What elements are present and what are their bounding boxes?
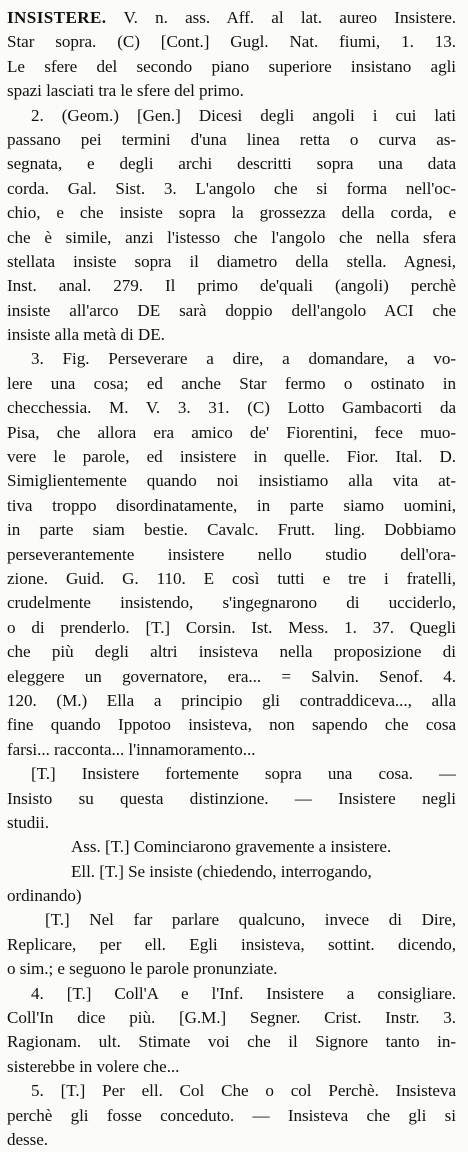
entry-line: Coll'In dice più. [G.M.] Segner. Crist. Instr. 3. — [7, 1008, 456, 1028]
entry-line: farsi... racconta... l'innamoramento... — [7, 739, 256, 759]
entry-line: che più degli altri insisteva nella proposizione di — [7, 642, 456, 662]
entry-line: passano pei termini d'una linea retta o curva as- — [7, 129, 456, 149]
entry-line: segnata, e degli archi descritti sopra una data — [7, 154, 456, 174]
entry-line: Ragionam. ult. Stimate voi che il Signore tanto in- — [7, 1032, 456, 1052]
entry-line: in parte siam bestie. Cavalc. Frutt. ling. Dobbiamo — [7, 520, 456, 540]
entry-line: o sim.; e seguono le parole pronunziate. — [7, 959, 278, 979]
entry-line: zione. Guid. G. 110. E così tutti e tre i fratelli, — [7, 568, 456, 588]
entry-line: chio, e che insiste sopra la grossezza della corda, e — [7, 203, 456, 223]
entry-text: V. n. ass. Aff. al lat. aureo Insistere. — [123, 8, 456, 27]
entry-line: [T.] Insistere fortemente sopra una cosa. — — [31, 764, 456, 784]
entry-line: Inst. anal. 279. Il primo de'quali (angoli) perchè — [7, 276, 456, 296]
entry-line — [7, 6, 456, 30]
entry-line: crudelmente insistendo, s'ingegnarono di ucciderlo, — [7, 593, 456, 613]
entry-line: 5. [T.] Per ell. Col Che o col Perchè. Insisteva — [31, 1081, 456, 1101]
entry-line: sisterebbe in volere che... — [7, 1056, 180, 1076]
entry-line: Star sopra. (C) [Cont.] Gugl. Nat. fiumi, 1. 13. — [7, 32, 456, 52]
entry-line: lere una cosa; ed anche Star fermo o ostinato in — [7, 373, 456, 393]
entry-line: insiste all'arco DE sarà doppio dell'angolo ACI che — [7, 300, 456, 320]
entry-line: Insisto su questa distinzione. — Insistere negli — [7, 788, 456, 808]
entry-line: Ass. [T.] Cominciarono gravemente a insistere. — [71, 837, 392, 857]
entry-line: o di prenderlo. [T.] Corsin. Ist. Mess. 1. 37. Quegli — [7, 617, 456, 637]
entry-line: Ell. [T.] Se insiste (chiedendo, interrogando, — [71, 861, 372, 881]
entry-line: fine quando Ippotoo insisteva, non sapendo che cosa — [7, 715, 456, 735]
entry-line: Le sfere del secondo piano superiore insistano agli — [7, 56, 456, 76]
entry-line: tiva troppo disordinatamente, in parte siamo uomini, — [7, 495, 456, 515]
headword: INSISTERE. — [7, 8, 107, 27]
entry-line: che è simile, anzi l'istesso che l'angolo che nella sfera — [7, 227, 456, 247]
entry-line: checchessia. M. V. 3. 31. (C) Lotto Gambacorti da — [7, 398, 456, 418]
entry-line: insiste alla metà di DE. — [7, 325, 165, 345]
entry-line: [T.] Nel far parlare qualcuno, invece di Dire, — [45, 910, 456, 930]
entry-line: vere le parole, ed insistere in quelle. Fior. Ital. D. — [7, 447, 456, 467]
entry-line: corda. Gal. Sist. 3. L'angolo che si forma nell'oc- — [7, 178, 456, 198]
entry-line: perseverantemente insistere nello studio dell'ora- — [7, 544, 456, 564]
entry-line: Pisa, che allora era amico de' Fiorentini, fece muo- — [7, 422, 456, 442]
entry-line: Replicare, per ell. Egli insisteva, sottint. dicendo, — [7, 934, 456, 954]
entry-line: studii. — [7, 812, 49, 832]
entry-line: desse. — [7, 1129, 48, 1149]
entry-line: 2. (Geom.) [Gen.] Dicesi degli angoli i cui lati — [31, 105, 456, 125]
entry-line: 3. Fig. Perseverare a dire, a domandare, a vo- — [31, 349, 456, 369]
entry-line: Simiglientemente quando noi insistiamo alla vita at- — [7, 471, 456, 491]
entry-line: stellata insiste sopra il diametro della stella. Agnesi, — [7, 251, 456, 271]
entry-line: perchè gli fosse conceduto. — Insisteva che gli si — [7, 1105, 456, 1125]
entry-line: spazi lasciati tra le sfere del primo. — [7, 81, 244, 101]
entry-line: 4. [T.] Coll'A e l'Inf. Insistere a consigliare. — [31, 983, 456, 1003]
entry-line: eleggere un governatore, era... = Salvin. Senof. 4. — [7, 666, 456, 686]
entry-line: 120. (M.) Ella a principio gli contraddiceva..., alla — [7, 690, 456, 710]
entry-line: ordinando) — [7, 886, 82, 906]
